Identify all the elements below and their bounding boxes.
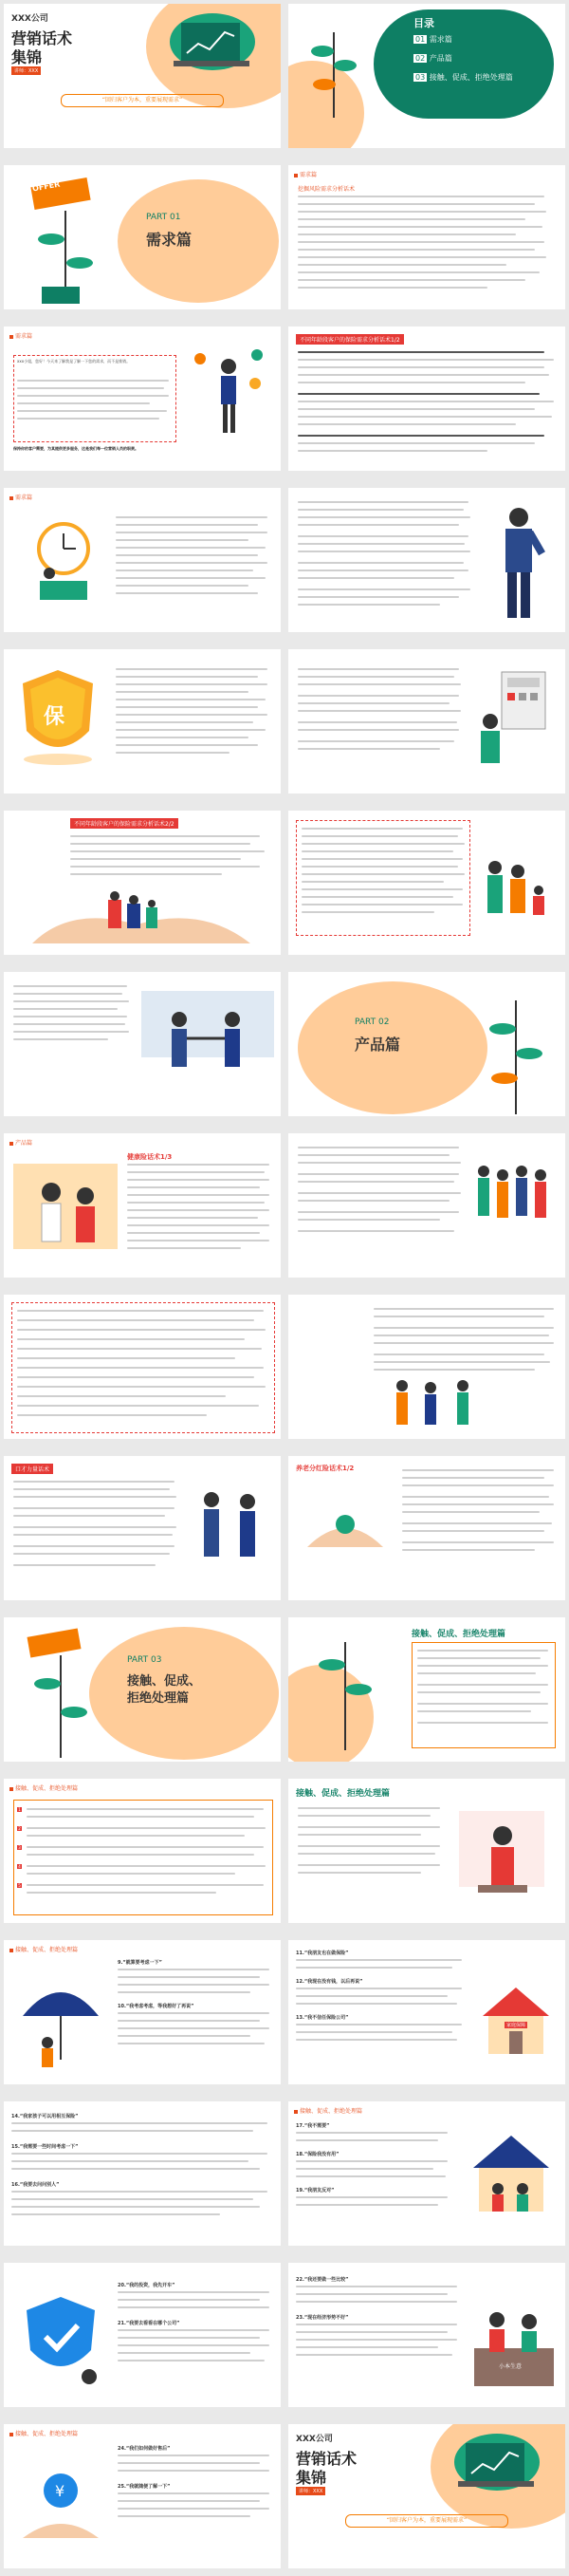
eloquence-slide — [4, 1456, 281, 1600]
end-company-name: XXX公司 — [296, 2435, 333, 2444]
doctor-illustration — [13, 1154, 118, 1268]
demand-intro-slide — [288, 165, 565, 309]
faq-22-23-slide — [288, 2263, 565, 2407]
svg-text:¥: ¥ — [55, 2482, 65, 2500]
faq-20: 20.“我的投资，我先开车” — [118, 2283, 175, 2288]
quote-conclusion: 保持你的客户需要，为其提供更多服务，这是我们每一位营销人员的职责。 — [13, 446, 138, 451]
section-tag: 接触、促成、拒绝处理篇 — [294, 2106, 362, 2115]
heading-age-analysis-2: 不同年龄段客户的保险需求分析话术2/2 — [70, 818, 178, 829]
laptop-illustration — [454, 2437, 540, 2496]
shield-check-illustration — [13, 2291, 108, 2396]
toc-label-2: 产品篇 — [429, 54, 452, 63]
end-slogan: “回归客户为本，重要展现需求” — [345, 2514, 508, 2528]
faq-24-25-slide — [4, 2424, 281, 2568]
faq-12: 12.“我现在没有钱，以后再说” — [296, 1979, 363, 1985]
contact-text-slide: 接触、促成、拒绝处理篇 1 2 3 4 5 — [4, 1779, 281, 1923]
part3-number: PART 03 — [127, 1655, 162, 1665]
toc-item-1[interactable] — [413, 34, 452, 45]
juggler-illustration — [189, 345, 269, 440]
workers-slide — [288, 1295, 565, 1439]
health-1-slide — [4, 1133, 281, 1278]
shop-label — [499, 2361, 522, 2370]
offer-sign-text: OFFER — [31, 179, 61, 194]
end-title-line1: 营销话术 — [296, 2450, 358, 2468]
calculator-slide — [288, 649, 565, 793]
end-title-line2: 集锦 — [296, 2469, 327, 2487]
faq-23: 23.“现在经济形势不好” — [296, 2315, 349, 2321]
heading-contact: 接触、促成、拒绝处理篇 — [412, 1630, 506, 1639]
faq-17: 17.“我不需要” — [296, 2123, 330, 2129]
shield-character: 保 — [44, 705, 65, 729]
plant-illustration — [307, 1627, 383, 1750]
laptop-illustration — [170, 17, 255, 76]
faq-19: 19.“我朋友反对” — [296, 2188, 335, 2193]
part2-name: 产品篇 — [355, 1036, 401, 1054]
part2-slide — [288, 972, 565, 1116]
family-slide — [288, 811, 565, 955]
faq-21: 21.“我要去看看在哪个公司” — [118, 2321, 180, 2326]
heading-demand-analysis: 挖掘风险需求分析话术 — [298, 186, 356, 193]
end-speaker-label: 讲师：XXX — [296, 2487, 325, 2495]
contact-intro-slide — [288, 1617, 565, 1762]
clock-slide — [4, 488, 281, 632]
need-quote-slide — [4, 327, 281, 471]
faq-9-10-slide — [4, 1940, 281, 2084]
faq-13: 13.“我不信任保险公司” — [296, 2015, 349, 2021]
section-tag: 产品篇 — [9, 1138, 32, 1147]
crowd-illustration — [468, 1152, 559, 1266]
toc-item-3[interactable] — [413, 72, 527, 83]
toc-label-3: 接触、促成、拒绝处理篇 — [429, 73, 513, 82]
part2-number: PART 02 — [355, 1017, 390, 1027]
contact-phone-slide — [288, 1779, 565, 1923]
businessman-slide — [288, 488, 565, 632]
pension-slide — [288, 1456, 565, 1600]
handshake-slide — [4, 972, 281, 1116]
heading-health-1: 健康险话术1/3 — [127, 1153, 173, 1161]
part3-name-line1: 接触、促成、 — [127, 1674, 202, 1689]
toc-panel — [374, 9, 554, 119]
section-tag: 需求篇 — [294, 170, 317, 178]
company-name: XXX公司 — [11, 14, 48, 24]
part3-slide — [4, 1617, 281, 1762]
cover-slide — [4, 4, 281, 148]
shop-line1: 小本 — [499, 2363, 511, 2370]
business-pair-illustration — [189, 1484, 274, 1589]
faq-10: 10.“我考虑考虑，等我想好了再说” — [118, 2004, 194, 2009]
part1-number: PART 01 — [146, 213, 181, 222]
hands-umbrella-illustration — [298, 1490, 393, 1576]
handshake-illustration — [141, 991, 274, 1086]
heading-eloquence: 口才力量话术 — [11, 1464, 53, 1474]
faq-24: 24.“我们如何做好售后” — [118, 2446, 171, 2452]
part3-name-line2: 拒绝处理篇 — [127, 1691, 190, 1706]
quote-text: xxx小姐，您好！今天来了解我是了解一下您的需求，而不是推销。 — [17, 359, 131, 364]
stamp-line2: 保障 — [516, 2023, 526, 2028]
toc-slide — [288, 4, 565, 148]
house-couple-illustration — [464, 2130, 559, 2234]
faq-15: 15.“我需要一些时间考虑一下” — [11, 2144, 79, 2150]
stamp-line1: 家庭 — [506, 2023, 517, 2028]
section-tag: 接触、促成、拒绝处理篇 — [9, 1945, 78, 1953]
shop-line2: 生意 — [510, 2363, 523, 2370]
faq-18: 18.“保险我没有用” — [296, 2152, 340, 2157]
heading-pension: 养老分红险话术1/2 — [296, 1465, 355, 1472]
end-slide — [288, 2424, 565, 2568]
calculator-illustration — [473, 664, 554, 769]
clock-illustration — [21, 514, 106, 609]
family-illustration — [476, 849, 557, 943]
family-hands-illustration — [13, 887, 269, 953]
section-tag: 接触、促成、拒绝处理篇 — [9, 1783, 78, 1792]
phone-woman-illustration — [450, 1801, 554, 1915]
part1-slide — [4, 165, 281, 309]
toc-num-2: 02 — [415, 54, 426, 63]
faq-17-19-slide — [288, 2101, 565, 2246]
shield-slide — [4, 649, 281, 793]
hands-coin-illustration — [13, 2453, 108, 2557]
product-list-slide — [4, 1295, 281, 1439]
toc-item-2[interactable] — [413, 53, 452, 64]
businessman-illustration — [483, 502, 554, 625]
cover-slogan: “回归客户为本，重要展现需求” — [61, 94, 224, 107]
toc-num-1: 01 — [415, 35, 426, 44]
faq-11-13-slide — [288, 1940, 565, 2084]
section-tag: 接触、促成、拒绝处理篇 — [9, 2429, 78, 2437]
faq-20-21-slide — [4, 2263, 281, 2407]
section-tag: 需求篇 — [9, 331, 32, 340]
faq-14: 14.“我家孩子可以用相互保险” — [11, 2114, 79, 2119]
toc-num-3: 03 — [415, 73, 426, 82]
faq-9: 9.“就算要考虑一下” — [118, 1960, 162, 1966]
shop-illustration — [468, 2291, 559, 2396]
cover-title-line2: 集锦 — [11, 48, 43, 66]
workers-illustration — [383, 1376, 487, 1435]
faq-25: 25.“我就随便了解一下” — [118, 2484, 171, 2490]
plant-illustration — [305, 13, 362, 118]
umbrella-illustration — [13, 1969, 108, 2073]
health-2-slide — [288, 1133, 565, 1278]
speaker-label: 讲师：XXX — [11, 66, 41, 75]
toc-title: 目录 — [413, 17, 434, 29]
offer-plant-illustration — [23, 1627, 99, 1760]
faq-22: 22.“我还要做一些比较” — [296, 2277, 349, 2283]
age-analysis-1-slide — [288, 327, 565, 471]
section-tag: 需求篇 — [9, 493, 32, 501]
plant-illustration — [478, 981, 554, 1114]
faq-16: 16.“我要去问问别人” — [11, 2182, 60, 2188]
heading-age-analysis-1: 不同年龄段客户的保险需求分析话术1/2 — [296, 334, 404, 345]
stamp-label — [505, 2022, 527, 2028]
faq-11: 11.“我朋友也在做保险” — [296, 1951, 349, 1956]
cover-title-line1: 营销话术 — [11, 29, 73, 47]
part1-name: 需求篇 — [146, 231, 193, 249]
toc-label-1: 需求篇 — [429, 35, 452, 44]
faq-14-16-slide — [4, 2101, 281, 2246]
heading-contact-2: 接触、促成、拒绝处理篇 — [296, 1789, 391, 1799]
age-analysis-2-slide — [4, 811, 281, 955]
